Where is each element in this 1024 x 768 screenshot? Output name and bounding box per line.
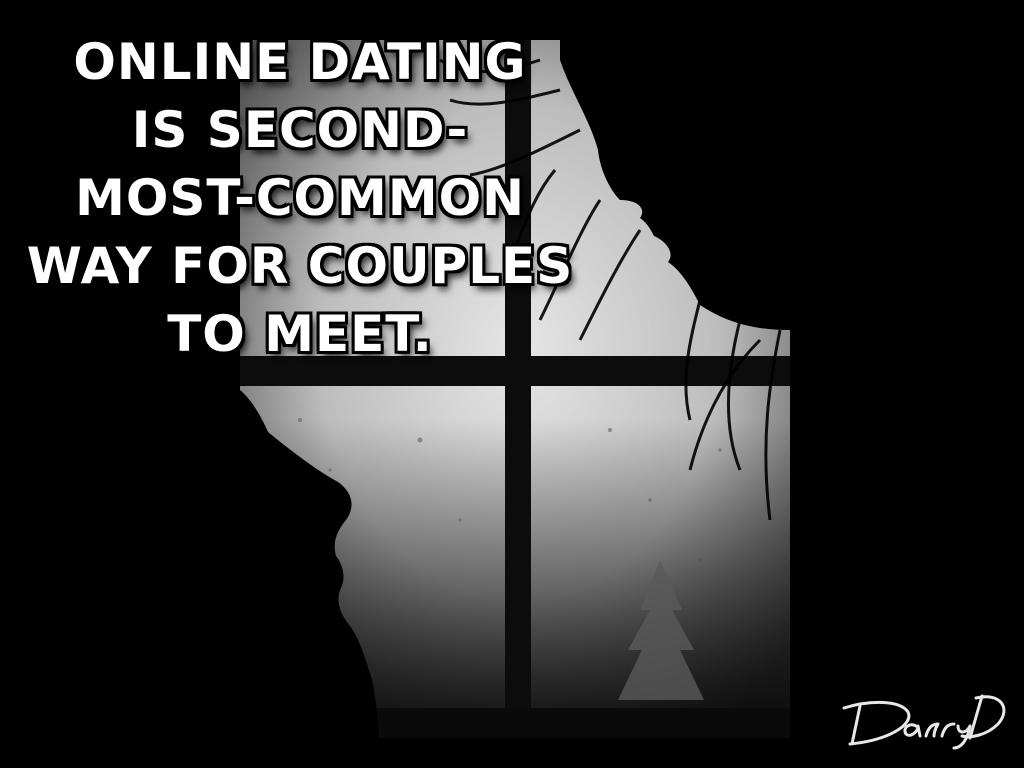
headline-line-1: ONLINE DATING (73, 33, 527, 91)
headline-line-5: TO MEET. (167, 305, 433, 363)
artist-signature (830, 682, 1010, 754)
headline-line-4: WAY FOR COUPLES (26, 237, 574, 295)
headline-line-3: MOST-COMMON (75, 169, 525, 227)
headline-line-2: IS SECOND- (131, 101, 469, 159)
headline-caption (20, 28, 580, 368)
